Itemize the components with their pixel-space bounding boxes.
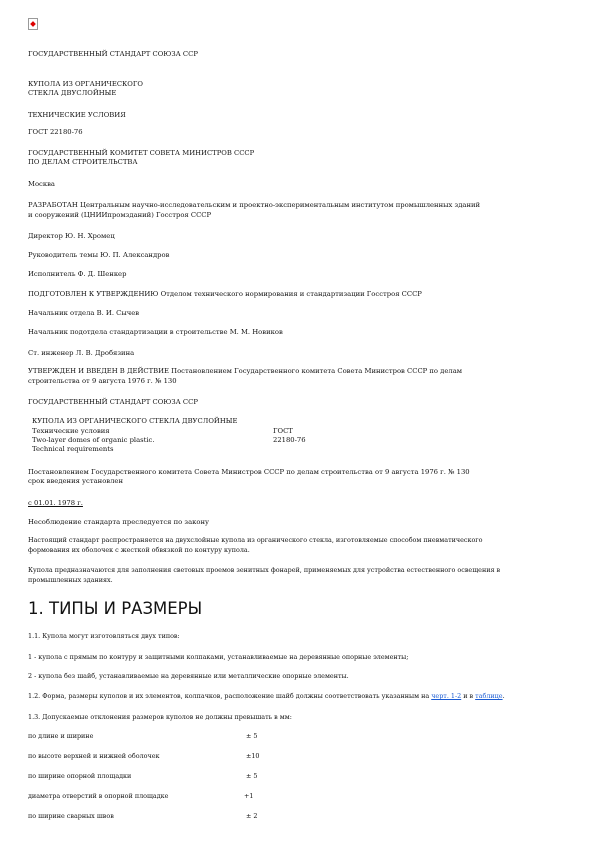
subdept-head: Начальник подотдела стандартизации в строительстве М. М. Новиков <box>28 328 283 336</box>
clause-1-2 <box>28 692 505 701</box>
tolerance-label: диаметра отверстий в опорной площадке <box>28 792 169 800</box>
drawing-link[interactable]: черт. 1-2 <box>431 692 462 700</box>
tolerance-label: по ширине опорной площадки <box>28 772 132 780</box>
director: Директор Ю. Н. Хромец <box>28 232 115 240</box>
gost-number: ГОСТ 22180-76 <box>28 128 83 136</box>
header-state-standard-2: ГОСУДАРСТВЕННЫЙ СТАНДАРТ СОЮЗА ССР <box>28 398 198 406</box>
title-block-gost-number: 22180-76 <box>273 436 306 444</box>
purpose-line-1: Купола предназначаются для заполнения световых проемов зенитных фонарей, применяемых для устройства естественного освещения в <box>28 566 501 574</box>
purpose-line-2: промышленных зданиях. <box>28 576 113 584</box>
title-block-ru: Технические условия <box>32 427 110 435</box>
developed-line-1: РАЗРАБОТАН Центральным научно-исследовательским и проектно-экспериментальным институтом промышленных зданий <box>28 201 481 209</box>
title-block-name: КУПОЛА ИЗ ОРГАНИЧЕСКОГО СТЕКЛА ДВУСЛОЙНЫЕ <box>32 417 238 425</box>
tolerance-value: +1 <box>244 792 254 800</box>
tolerance-label: по длине и ширине <box>28 732 94 740</box>
clause-1-2-mid: и в <box>461 692 476 700</box>
title-line-2: СТЕКЛА ДВУСЛОЙНЫЕ <box>28 89 117 97</box>
tolerance-row <box>28 732 348 741</box>
committee-line-2: ПО ДЕЛАМ СТРОИТЕЛЬСТВА <box>28 158 138 166</box>
broken-image-icon <box>28 18 38 30</box>
city: Москва <box>28 180 55 188</box>
tolerance-value: ±10 <box>246 752 260 760</box>
section-heading-types-sizes: 1. ТИПЫ И РАЗМЕРЫ <box>28 599 203 618</box>
prepared-by: ПОДГОТОВЛЕН К УТВЕРЖДЕНИЮ Отделом технического нормирования и стандартизации Госстроя СССР <box>28 290 422 298</box>
clause-1-1: 1.1. Купола могут изготовляться двух типов: <box>28 632 180 640</box>
tolerance-row <box>28 812 348 821</box>
tolerance-value: ± 5 <box>246 732 258 740</box>
approved-line-1: УТВЕРЖДЕН И ВВЕДЕН В ДЕЙСТВИЕ Постановлением Государственного комитета Совета Министров СССР по делам <box>28 367 463 375</box>
tech-conditions: ТЕХНИЧЕСКИЕ УСЛОВИЯ <box>28 111 126 119</box>
tolerance-row <box>28 792 348 801</box>
tolerance-label: по высоте верхней и нижней оболочек <box>28 752 160 760</box>
title-block-en-2: Technical requirements <box>32 445 114 453</box>
developed-line-2: и сооружений (ЦНИИпромзданий) Госстроя СССР <box>28 211 212 219</box>
title-line-1: КУПОЛА ИЗ ОРГАНИЧЕСКОГО <box>28 80 143 88</box>
clause-1-2-text: 1.2. Форма, размеры куполов и их элементов, колпачков, расположение шайб должны соответствовать указанным на <box>28 692 432 700</box>
table-link[interactable]: таблице <box>475 692 503 700</box>
dept-head: Начальник отдела В. И. Сычев <box>28 309 140 317</box>
tolerance-row <box>28 752 348 761</box>
tolerance-value: ± 2 <box>246 812 258 820</box>
title-block-en-1: Two-layer domes of organic plastic. <box>32 436 155 444</box>
scope-line-2: формования их оболочек с жесткой обвязкой по контуру купола. <box>28 546 250 554</box>
type-2-description: 2 - купола без шайб, устанавливаемые на деревянные или металлические опорные элементы. <box>28 672 349 680</box>
decree-line-2: срок введения установлен <box>28 477 123 485</box>
violation-notice: Несоблюдение стандарта преследуется по закону <box>28 518 210 526</box>
executor: Исполнитель Ф. Д. Шенкер <box>28 270 127 278</box>
clause-1-3: 1.3. Допускаемые отклонения размеров куполов не должны превышать в мм: <box>28 713 292 721</box>
senior-engineer: Ст. инженер Л. В. Дробязина <box>28 349 135 357</box>
tolerance-row <box>28 772 348 781</box>
clause-1-2-end: . <box>502 692 505 700</box>
type-1-description: 1 - купола с прямым по контуру и защитными колпаками, устанавливаемые на деревянные опорные элементы; <box>28 653 409 661</box>
title-block-gost: ГОСТ <box>273 427 293 435</box>
effective-date: с 01.01. 1978 г. <box>28 499 83 507</box>
scope-line-1: Настоящий стандарт распространяется на двухслойные купола из органического стекла, изготовляемые способом пневматического <box>28 536 483 544</box>
approved-line-2: строительства от 9 августа 1976 г. № 130 <box>28 377 177 385</box>
tolerance-value: ± 5 <box>246 772 258 780</box>
theme-lead: Руководитель темы Ю. П. Александров <box>28 251 170 259</box>
header-state-standard: ГОСУДАРСТВЕННЫЙ СТАНДАРТ СОЮЗА ССР <box>28 50 198 58</box>
committee-line-1: ГОСУДАРСТВЕННЫЙ КОМИТЕТ СОВЕТА МИНИСТРОВ СССР <box>28 149 255 157</box>
tolerance-label: по ширине сварных швов <box>28 812 114 820</box>
decree-line-1: Постановлением Государственного комитета Совета Министров СССР по делам строительства от 9 августа 1976 г. № 130 <box>28 468 470 476</box>
